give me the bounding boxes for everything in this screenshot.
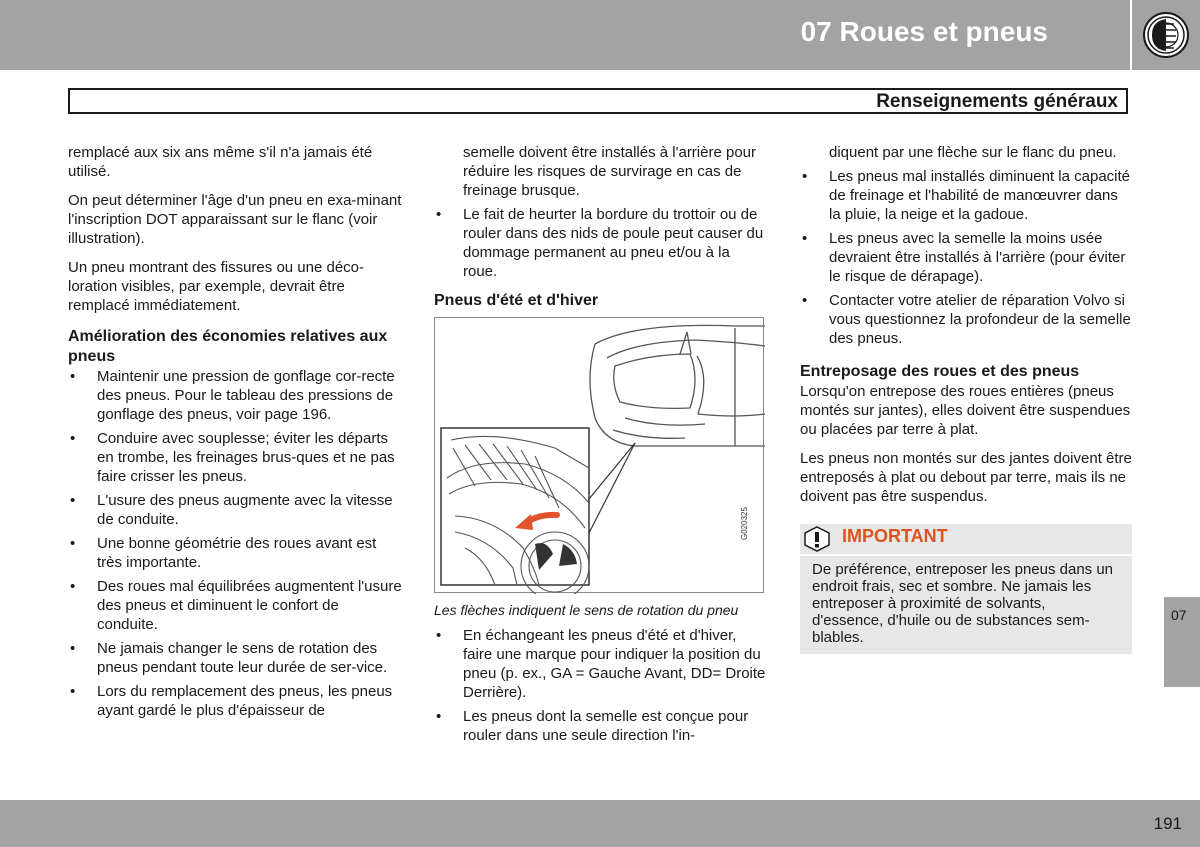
chapter-tab-label: 07	[1171, 607, 1187, 623]
bullet-list	[434, 626, 766, 745]
bullet-list	[800, 167, 1132, 348]
section-heading: Pneus d'été et d'hiver	[434, 292, 599, 309]
bullet-list	[68, 367, 403, 720]
tire-rotation-drawing	[435, 318, 765, 594]
list-item: • Les pneus mal installés diminuent la capacité de freinage et l'habilité de manœuvrer dans la pluie, la neige et la gadoue.	[800, 167, 1132, 224]
paragraph: remplacé aux six ans même s'il n'a jamais été utilisé.	[68, 144, 373, 180]
column-3	[800, 143, 1132, 654]
paragraph: Les pneus non montés sur des jantes doivent être entreposés à plat ou debout par terre, mais ils ne doivent pas être suspendus.	[800, 450, 1132, 505]
important-header	[800, 524, 1132, 556]
tire-icon	[1132, 0, 1200, 70]
paragraph: diquent par une flèche sur le flanc du pneu.	[829, 144, 1117, 161]
list-item: • Des roues mal équilibrées augmentent l'usure des pneus et diminuent le confort de conduite.	[68, 577, 403, 634]
chapter-tab	[1164, 597, 1200, 687]
paragraph: semelle doivent être installés à l'arrière pour réduire les risques de survirage en cas de freinage brusque.	[463, 144, 757, 199]
paragraph: Lorsqu'on entrepose des roues entières (pneus montés sur jantes), elles doivent être suspendues ou placées par terre à plat.	[800, 383, 1131, 438]
list-item: • Lors du remplacement des pneus, les pneus ayant gardé le plus d'épaisseur de	[68, 682, 403, 720]
column-2	[434, 143, 766, 750]
page-number: 191	[1153, 814, 1182, 833]
footer-bar	[0, 800, 1200, 847]
list-item: • Les pneus dont la semelle est conçue pour rouler dans une seule direction l'in-	[434, 707, 766, 745]
warning-icon	[802, 524, 832, 554]
section-heading: Entreposage des roues et des pneus	[800, 363, 1080, 380]
chapter-title: 07 Roues et pneus	[800, 16, 1048, 47]
list-item: • Conduire avec souplesse; éviter les départs en trombe, les freinages brus-ques et ne pas faire crisser les pneus.	[68, 429, 403, 486]
important-text: De préférence, entreposer les pneus dans un endroit frais, sec et sombre. Ne jamais les entreposer à proximité de solvants, d'essence, d'huile ou de substances sem-blables.	[812, 561, 1114, 646]
important-box	[800, 524, 1132, 654]
important-title: IMPORTANT	[842, 526, 948, 546]
chapter-icon-box	[1132, 0, 1200, 70]
list-item: • Le fait de heurter la bordure du trottoir ou de rouler dans des nids de poule peut causer du dommage permanent au pneu et/ou à la roue.	[434, 205, 766, 281]
list-item: • En échangeant les pneus d'été et d'hiver, faire une marque pour indiquer la position du pneu (p. ex., GA = Gauche Avant, DD= Droite Derrière).	[434, 626, 766, 702]
section-title-box	[68, 88, 1128, 114]
chapter-header-bar	[0, 0, 1130, 70]
tire-illustration	[434, 317, 764, 593]
section-heading: Amélioration des économies relatives aux pneus	[68, 328, 388, 365]
list-item: • Contacter votre atelier de réparation Volvo si vous questionnez la profondeur de la semelle des pneus.	[800, 291, 1132, 348]
paragraph: Un pneu montrant des fissures ou une déco-loration visibles, par exemple, devrait être remplacé immédiatement.	[68, 259, 365, 314]
paragraph: On peut déterminer l'âge d'un pneu en exa-minant l'inscription DOT apparaissant sur le flanc (voir illustration).	[68, 192, 402, 247]
list-item: • Une bonne géométrie des roues avant est très importante.	[68, 534, 403, 572]
section-title: Renseignements généraux	[876, 91, 1118, 112]
list-item: • L'usure des pneus augmente avec la vitesse de conduite.	[68, 491, 403, 529]
column-1	[68, 143, 403, 725]
bullet-list	[434, 205, 766, 281]
list-item: • Ne jamais changer le sens de rotation des pneus pendant toute leur durée de ser-vice.	[68, 639, 403, 677]
list-item: • Les pneus avec la semelle la moins usée devraient être installés à l'arrière (pour éviter le risque de dérapage).	[800, 229, 1132, 286]
figure-code: G020325	[740, 507, 749, 540]
figure-caption: Les flèches indiquent le sens de rotation du pneu	[434, 602, 739, 618]
list-item: • Maintenir une pression de gonflage cor-recte des pneus. Pour le tableau des pressions de gonflage des pneus, voir page 196.	[68, 367, 403, 424]
